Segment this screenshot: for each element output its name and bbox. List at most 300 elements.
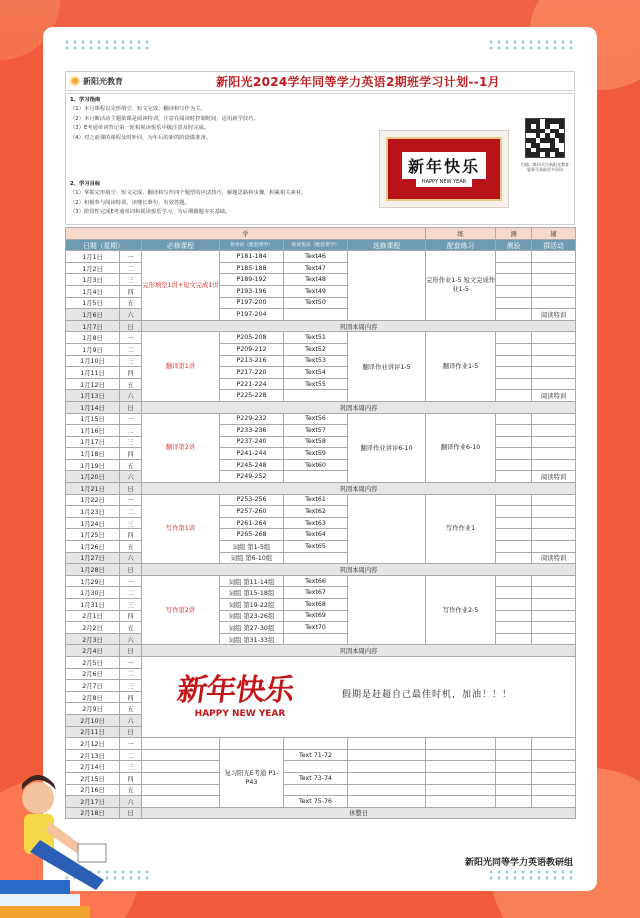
test-cell <box>496 772 532 784</box>
elective-cell <box>348 772 426 784</box>
practice-cell: 翻译作业1-5 <box>426 332 496 402</box>
elective-cell: 翻译作业讲评1-5 <box>348 332 426 402</box>
test-cell <box>496 633 532 645</box>
date-cell: 1月9日 <box>66 343 120 355</box>
table-row <box>66 251 576 263</box>
reading-cell <box>284 552 348 564</box>
activity-cell <box>532 251 576 263</box>
date-cell: 1月22日 <box>66 494 120 506</box>
course-cell <box>142 796 220 808</box>
weekday-cell: 三 <box>120 355 142 367</box>
table-row <box>66 807 576 819</box>
weekday-cell: 六 <box>120 471 142 483</box>
activity-cell <box>532 599 576 611</box>
student-illustration <box>0 740 120 918</box>
course-cell <box>142 761 220 773</box>
weekday-cell: 日 <box>120 807 142 819</box>
week-review-cell: 巩固本周内容 <box>142 645 576 657</box>
weekday-cell: 六 <box>120 796 142 808</box>
reading-cell: Text47 <box>284 262 348 274</box>
col-practice: 配套练习 <box>426 239 496 251</box>
test-cell <box>496 378 532 390</box>
test-cell <box>496 749 532 761</box>
group-header-practice: 练 <box>426 228 496 240</box>
date-cell: 1月10日 <box>66 355 120 367</box>
reading-cell: Text70 <box>284 622 348 634</box>
table-row <box>66 483 576 495</box>
vocab-cell: P261-264 <box>220 517 284 529</box>
vocab-cell: P217-220 <box>220 367 284 379</box>
weekday-cell: 一 <box>120 575 142 587</box>
weekday-cell: 一 <box>120 413 142 425</box>
test-cell <box>496 622 532 634</box>
vocab-cell: 词组 第27-30组 <box>220 622 284 634</box>
weekday-cell: 三 <box>120 599 142 611</box>
activity-cell: 阅读特训 <box>532 552 576 564</box>
vocab-cell: 词组 第31-33组 <box>220 633 284 645</box>
test-cell <box>496 587 532 599</box>
qr-code-icon <box>525 118 565 158</box>
test-cell <box>496 529 532 541</box>
weekday-cell: 日 <box>120 401 142 413</box>
vocab-cell: 词组 第6-10组 <box>220 552 284 564</box>
rest-day-cell: 休整日 <box>142 807 576 819</box>
reading-cell: Text64 <box>284 529 348 541</box>
date-cell: 2月18日 <box>66 807 120 819</box>
activity-cell <box>532 367 576 379</box>
test-cell <box>496 274 532 286</box>
vocab-cell: P189-192 <box>220 274 284 286</box>
reading-cell: Text66 <box>284 575 348 587</box>
course-cell: 翻译第2讲 <box>142 413 220 483</box>
test-cell <box>496 506 532 518</box>
reading-cell: Text56 <box>284 413 348 425</box>
reading-cell: Text67 <box>284 587 348 599</box>
date-cell: 1月27日 <box>66 552 120 564</box>
goal-item: （2）积极参与阅读特训，读懂长难句，有效答题。 <box>70 199 190 206</box>
vocab-cell: 复习阳光E考通 P1-P43 <box>220 749 284 807</box>
footer-signature: 新阳光同等学力英语教研组 <box>464 858 573 868</box>
reading-cell: Text49 <box>284 285 348 297</box>
vocab-cell: P245-248 <box>220 459 284 471</box>
date-cell: 1月11日 <box>66 367 120 379</box>
test-cell <box>496 285 532 297</box>
col-vocab: 背单词（配套带学） <box>220 239 284 251</box>
practice-cell <box>426 796 496 808</box>
table-row <box>66 772 576 784</box>
plan-header <box>65 71 575 91</box>
activity-cell <box>532 274 576 286</box>
banner-en: HAPPY NEW YEAR <box>416 179 472 187</box>
elective-cell <box>348 575 426 645</box>
practice-cell <box>426 772 496 784</box>
date-cell: 1月8日 <box>66 332 120 344</box>
course-cell <box>142 772 220 784</box>
activity-cell <box>532 796 576 808</box>
test-cell <box>496 448 532 460</box>
happy-new-year-logo <box>146 665 326 735</box>
course-cell <box>142 784 220 796</box>
activity-cell <box>532 587 576 599</box>
weekday-cell: 四 <box>120 367 142 379</box>
vocab-cell: P197-200 <box>220 297 284 309</box>
weekday-cell: 一 <box>120 738 142 750</box>
activity-cell: 阅读特训 <box>532 471 576 483</box>
weekday-cell: 一 <box>120 251 142 263</box>
reading-cell: Text65 <box>284 541 348 553</box>
vocab-cell: 词组 第23-26组 <box>220 610 284 622</box>
col-elective: 选修课程 <box>348 239 426 251</box>
decor-dots <box>63 39 153 51</box>
reading-cell: Text55 <box>284 378 348 390</box>
reading-cell: Text62 <box>284 506 348 518</box>
test-cell <box>496 459 532 471</box>
brand-logo <box>66 72 142 90</box>
date-cell: 2月10日 <box>66 714 120 726</box>
week-review-cell: 巩固本周内容 <box>142 564 576 576</box>
guide-item: （4）对之前课的课程及时补回，为年后的新的阶段做准备。 <box>70 134 212 141</box>
weekday-cell: 三 <box>120 680 142 692</box>
activity-cell <box>532 459 576 471</box>
date-cell: 1月12日 <box>66 378 120 390</box>
reading-cell: Text60 <box>284 459 348 471</box>
weekday-cell: 日 <box>120 726 142 738</box>
reading-cell <box>284 390 348 402</box>
date-cell: 1月26日 <box>66 541 120 553</box>
reading-cell: Text69 <box>284 610 348 622</box>
info-section <box>65 93 575 225</box>
activity-cell <box>532 529 576 541</box>
reading-cell: Text51 <box>284 332 348 344</box>
practice-cell <box>426 761 496 773</box>
test-cell <box>496 297 532 309</box>
vocab-cell: P225-228 <box>220 390 284 402</box>
date-cell: 1月24日 <box>66 517 120 529</box>
activity-cell <box>532 761 576 773</box>
weekday-cell: 三 <box>120 761 142 773</box>
table-row <box>66 575 576 587</box>
date-cell: 2月4日 <box>66 645 120 657</box>
vocab-cell: P185-188 <box>220 262 284 274</box>
page-title: 新阳光2024学年同等学力英语2期班学习计划--1月 <box>216 74 500 89</box>
date-cell: 2月3日 <box>66 633 120 645</box>
activity-cell <box>532 425 576 437</box>
activity-cell <box>532 749 576 761</box>
reading-cell <box>284 471 348 483</box>
weekday-cell: 五 <box>120 541 142 553</box>
elective-cell: 翻译作业讲评6-10 <box>348 413 426 483</box>
date-cell: 1月30日 <box>66 587 120 599</box>
goal-item: （3）阶段性完成E考通单词和视读悦乐学习，为后期做题夯实基础。 <box>70 209 231 216</box>
practice-cell <box>426 784 496 796</box>
activity-cell <box>532 448 576 460</box>
activity-cell <box>532 517 576 529</box>
date-cell: 2月12日 <box>66 738 120 750</box>
course-cell: 翻译第1讲 <box>142 332 220 402</box>
reading-cell: Text 75-76 <box>284 796 348 808</box>
activity-cell <box>532 378 576 390</box>
date-cell: 2月11日 <box>66 726 120 738</box>
test-cell <box>496 367 532 379</box>
vocab-cell: 词组 第11-14组 <box>220 575 284 587</box>
date-cell: 1月18日 <box>66 448 120 460</box>
table-row <box>66 332 576 344</box>
reading-cell: Text46 <box>284 251 348 263</box>
test-cell <box>496 343 532 355</box>
activity-cell <box>532 343 576 355</box>
vocab-cell: 词组 第19-22组 <box>220 599 284 611</box>
guide-item: （3）E考通单词背记第一轮和视读悦乐中级注意及时完成。 <box>70 125 210 132</box>
test-cell <box>496 796 532 808</box>
table-row <box>66 796 576 808</box>
decor-dots <box>487 39 577 51</box>
weekday-cell: 四 <box>120 772 142 784</box>
weekday-cell: 二 <box>120 587 142 599</box>
vocab-cell: P265-268 <box>220 529 284 541</box>
reading-cell <box>284 761 348 773</box>
holiday-banner-cell <box>142 656 576 737</box>
activity-cell <box>532 436 576 448</box>
reading-cell <box>284 784 348 796</box>
activity-cell: 阅读特训 <box>532 390 576 402</box>
table-row <box>66 784 576 796</box>
date-cell: 1月17日 <box>66 436 120 448</box>
activity-cell <box>532 494 576 506</box>
vocab-cell: P257-260 <box>220 506 284 518</box>
reading-cell <box>284 309 348 321</box>
table-row <box>66 738 576 750</box>
reading-cell: Text54 <box>284 367 348 379</box>
poster-paper <box>43 27 597 891</box>
table-row <box>66 401 576 413</box>
test-cell <box>496 425 532 437</box>
activity-cell: 阅读特训 <box>532 309 576 321</box>
date-cell: 1月1日 <box>66 251 120 263</box>
weekday-cell: 三 <box>120 517 142 529</box>
date-cell: 1月6日 <box>66 309 120 321</box>
sun-icon <box>70 76 80 86</box>
activity-cell <box>532 355 576 367</box>
date-cell: 1月15日 <box>66 413 120 425</box>
date-cell: 2月13日 <box>66 749 120 761</box>
date-cell: 2月8日 <box>66 691 120 703</box>
reading-cell: Text 71-72 <box>284 749 348 761</box>
date-cell: 1月21日 <box>66 483 120 495</box>
reading-cell: Text63 <box>284 517 348 529</box>
course-cell: 完形填空1讲+短文完成1讲 <box>142 251 220 321</box>
guide-item: （2）本月断活动主题依课是阅读特训，注意在阅读时控制时间，适用新学技巧。 <box>70 115 259 122</box>
goal-item: （1）掌握完形填空、短文完成、翻译和写作四个题型的应试技巧，解题思路和步骤，积累相关素材。 <box>70 190 307 197</box>
reading-cell: Text61 <box>284 494 348 506</box>
vocab-cell: P193-196 <box>220 285 284 297</box>
vocab-cell: P197-204 <box>220 309 284 321</box>
table-row <box>66 413 576 425</box>
date-cell: 1月7日 <box>66 320 120 332</box>
table-row <box>66 656 576 668</box>
date-cell: 1月23日 <box>66 506 120 518</box>
reading-cell: Text59 <box>284 448 348 460</box>
test-cell <box>496 541 532 553</box>
practice-cell: 写作作业1 <box>426 494 496 564</box>
elective-cell <box>348 494 426 564</box>
date-cell: 1月31日 <box>66 599 120 611</box>
vocab-cell: P249-252 <box>220 471 284 483</box>
group-header-learn: 学 <box>66 228 426 240</box>
vocab-cell: P237-240 <box>220 436 284 448</box>
test-cell <box>496 517 532 529</box>
col-course: 必修课程 <box>142 239 220 251</box>
week-review-cell: 巩固本周内容 <box>142 401 576 413</box>
col-date: 日期（星期） <box>66 239 142 251</box>
date-cell: 1月19日 <box>66 459 120 471</box>
vocab-cell: P213-216 <box>220 355 284 367</box>
weekday-cell: 六 <box>120 633 142 645</box>
activity-cell <box>532 262 576 274</box>
date-cell: 1月14日 <box>66 401 120 413</box>
weekday-cell: 二 <box>120 262 142 274</box>
activity-cell <box>532 622 576 634</box>
weekday-cell: 三 <box>120 274 142 286</box>
guide-heading: 1、学习指南 <box>70 97 101 103</box>
weekday-cell: 五 <box>120 622 142 634</box>
weekday-cell: 一 <box>120 332 142 344</box>
test-cell <box>496 761 532 773</box>
weekday-cell: 日 <box>120 645 142 657</box>
weekday-cell: 二 <box>120 668 142 680</box>
vocab-cell: P253-256 <box>220 494 284 506</box>
table-row <box>66 761 576 773</box>
date-cell: 2月9日 <box>66 703 120 715</box>
weekday-cell: 日 <box>120 483 142 495</box>
hny-en: HAPPY NEW YEAR <box>194 708 286 719</box>
table-row <box>66 564 576 576</box>
guide-item: （1）本月课程以完形填空、短文完成、翻译和写作为主。 <box>70 106 206 113</box>
vocab-cell: P209-212 <box>220 343 284 355</box>
weekday-cell: 四 <box>120 691 142 703</box>
elective-cell <box>348 738 426 750</box>
weekday-cell: 日 <box>120 320 142 332</box>
date-cell: 1月2日 <box>66 262 120 274</box>
practice-cell <box>426 738 496 750</box>
weekday-cell: 五 <box>120 459 142 471</box>
weekday-cell: 一 <box>120 494 142 506</box>
table-row <box>66 645 576 657</box>
date-cell: 1月5日 <box>66 297 120 309</box>
hny-cn: 新年快乐 <box>175 672 296 708</box>
test-cell <box>496 413 532 425</box>
activity-cell <box>532 633 576 645</box>
weekday-cell: 二 <box>120 343 142 355</box>
test-cell <box>496 309 532 321</box>
vocab-cell: P205-208 <box>220 332 284 344</box>
activity-cell <box>532 506 576 518</box>
activity-cell <box>532 610 576 622</box>
vocab-cell: P181-184 <box>220 251 284 263</box>
practice-cell <box>426 749 496 761</box>
weekday-cell: 六 <box>120 309 142 321</box>
test-cell <box>496 390 532 402</box>
date-cell: 2月16日 <box>66 784 120 796</box>
weekday-cell: 日 <box>120 564 142 576</box>
date-cell: 2月2日 <box>66 622 120 634</box>
date-cell: 1月25日 <box>66 529 120 541</box>
weekday-cell: 六 <box>120 552 142 564</box>
vocab-cell: 词组 第15-18组 <box>220 587 284 599</box>
test-cell <box>496 332 532 344</box>
activity-cell <box>532 784 576 796</box>
test-cell <box>496 262 532 274</box>
activity-cell <box>532 541 576 553</box>
activity-cell <box>532 575 576 587</box>
test-cell <box>496 471 532 483</box>
weekday-cell: 五 <box>120 297 142 309</box>
elective-cell <box>348 761 426 773</box>
test-cell <box>496 575 532 587</box>
test-cell <box>496 610 532 622</box>
activity-cell <box>532 332 576 344</box>
reading-cell: Text57 <box>284 425 348 437</box>
weekday-cell: 二 <box>120 749 142 761</box>
reading-cell <box>284 633 348 645</box>
course-cell: 写作第2讲 <box>142 575 220 645</box>
reading-cell: Text53 <box>284 355 348 367</box>
vocab-cell: P229-232 <box>220 413 284 425</box>
weekday-cell: 四 <box>120 610 142 622</box>
study-guide <box>70 96 375 143</box>
weekday-cell: 三 <box>120 436 142 448</box>
date-cell: 2月6日 <box>66 668 120 680</box>
date-cell: 1月29日 <box>66 575 120 587</box>
date-cell: 1月13日 <box>66 390 120 402</box>
table-row <box>66 494 576 506</box>
date-cell: 2月7日 <box>66 680 120 692</box>
col-activity: 群活动 <box>532 239 576 251</box>
brand-name: 新阳光教育 <box>83 76 123 86</box>
reading-cell: Text48 <box>284 274 348 286</box>
week-review-cell: 巩固本周内容 <box>142 483 576 495</box>
reading-cell: Text52 <box>284 343 348 355</box>
elective-cell <box>348 796 426 808</box>
activity-cell <box>532 285 576 297</box>
weekday-cell: 四 <box>120 448 142 460</box>
weekday-cell: 五 <box>120 703 142 715</box>
practice-cell: 完形作业1-5 短文完成作业1-5 <box>426 251 496 321</box>
table-row <box>66 320 576 332</box>
date-cell: 2月15日 <box>66 772 120 784</box>
test-cell <box>496 436 532 448</box>
elective-cell <box>348 251 426 321</box>
test-cell <box>496 552 532 564</box>
weekday-cell: 五 <box>120 784 142 796</box>
weekday-cell: 四 <box>120 285 142 297</box>
banner-cn: 新年快乐 <box>402 152 486 179</box>
test-cell <box>496 784 532 796</box>
reading-cell <box>284 738 348 750</box>
weekday-cell: 六 <box>120 714 142 726</box>
date-cell: 1月4日 <box>66 285 120 297</box>
date-cell: 1月16日 <box>66 425 120 437</box>
test-cell <box>496 738 532 750</box>
col-test: 测验 <box>496 239 532 251</box>
weekday-cell: 一 <box>120 656 142 668</box>
weekday-cell: 二 <box>120 425 142 437</box>
group-header-support: 辅 <box>532 228 576 240</box>
date-cell: 1月28日 <box>66 564 120 576</box>
col-reading: 视读悦乐（配套带学） <box>284 239 348 251</box>
reading-cell: Text 73-74 <box>284 772 348 784</box>
test-cell <box>496 251 532 263</box>
vocab-cell: P241-244 <box>220 448 284 460</box>
